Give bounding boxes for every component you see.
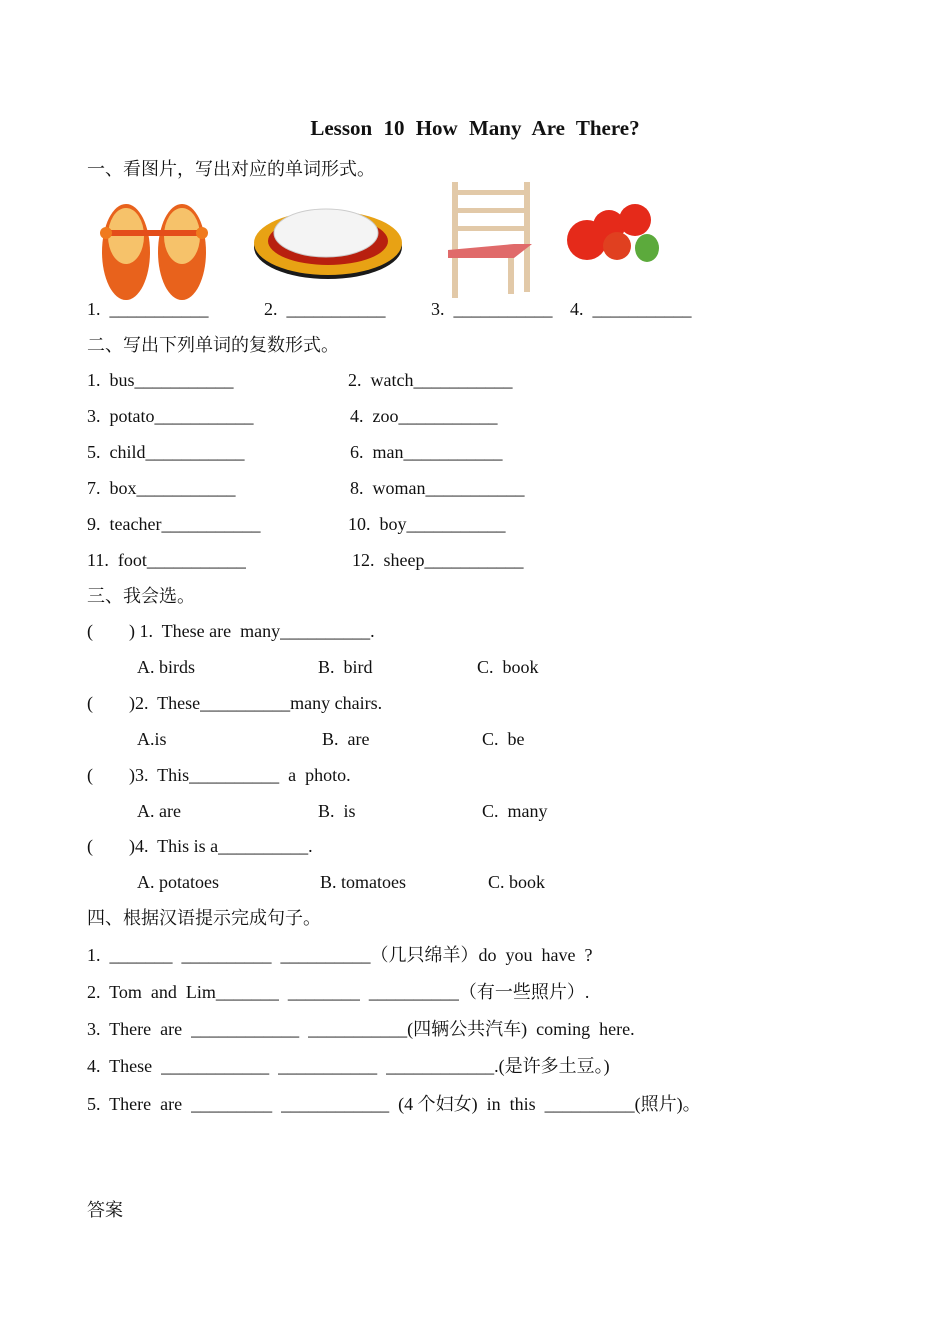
plural-item[interactable]: 6. man___________ bbox=[350, 442, 503, 462]
plural-item[interactable]: 11. foot___________ bbox=[87, 550, 246, 570]
picture-blank-1[interactable]: 1. ___________ bbox=[87, 299, 209, 319]
shoes-image bbox=[98, 190, 212, 302]
option-a: A. potatoes bbox=[137, 872, 219, 892]
option-b: B. tomatoes bbox=[320, 872, 406, 892]
sentence-item[interactable]: 3. There are ____________ ___________(四辆公共汽车) coming here. bbox=[87, 1019, 635, 1039]
section-4-heading: 四、根据汉语提示完成句子。 bbox=[87, 908, 321, 928]
sentence-item[interactable]: 1. _______ __________ __________（几只绵羊）do you have ? bbox=[87, 945, 593, 965]
plural-item[interactable]: 12. sheep___________ bbox=[352, 550, 524, 570]
plural-item[interactable]: 8. woman___________ bbox=[350, 478, 525, 498]
choice-question-1[interactable]: ( ) 1. These are many__________. bbox=[87, 621, 375, 641]
section-2-heading: 二、写出下列单词的复数形式。 bbox=[87, 335, 339, 355]
sentence-item[interactable]: 2. Tom and Lim_______ ________ __________（有一些照片）. bbox=[87, 982, 590, 1002]
plural-item[interactable]: 7. box___________ bbox=[87, 478, 236, 498]
option-a: A. are bbox=[137, 801, 181, 821]
section-3-heading: 三、我会选。 bbox=[87, 586, 195, 606]
picture-blank-2[interactable]: 2. ___________ bbox=[264, 299, 386, 319]
plural-item[interactable]: 1. bus___________ bbox=[87, 370, 234, 390]
option-a: A. birds bbox=[137, 657, 195, 677]
sentence-item[interactable]: 5. There are _________ ____________ (4 个妇女) in this __________(照片)。 bbox=[87, 1094, 701, 1114]
option-b: B. bird bbox=[318, 657, 373, 677]
chair-image bbox=[444, 180, 536, 300]
option-c: C. be bbox=[482, 729, 525, 749]
sentence-item[interactable]: 4. These ____________ ___________ ____________.(是许多土豆。) bbox=[87, 1056, 610, 1076]
option-c: C. many bbox=[482, 801, 548, 821]
option-c: C. book bbox=[477, 657, 539, 677]
answers-heading: 答案 bbox=[87, 1200, 123, 1220]
option-b: B. are bbox=[322, 729, 370, 749]
plural-item[interactable]: 5. child___________ bbox=[87, 442, 245, 462]
page-title: Lesson 10 How Many Are There? bbox=[310, 116, 640, 140]
choice-question-2[interactable]: ( )2. These__________many chairs. bbox=[87, 693, 383, 713]
choice-question-3[interactable]: ( )3. This__________ a photo. bbox=[87, 765, 351, 785]
picture-blank-3[interactable]: 3. ___________ bbox=[431, 299, 553, 319]
plural-item[interactable]: 10. boy___________ bbox=[348, 514, 506, 534]
plural-item[interactable]: 9. teacher___________ bbox=[87, 514, 261, 534]
option-a: A.is bbox=[137, 729, 167, 749]
plural-item[interactable]: 4. zoo___________ bbox=[350, 406, 498, 426]
option-b: B. is bbox=[318, 801, 356, 821]
section-1-heading: 一、看图片，写出对应的单词形式。 bbox=[87, 159, 375, 179]
choice-question-4[interactable]: ( )4. This is a__________. bbox=[87, 836, 313, 856]
tomatoes-image bbox=[565, 200, 663, 268]
plural-item[interactable]: 3. potato___________ bbox=[87, 406, 254, 426]
picture-blank-4[interactable]: 4. ___________ bbox=[570, 299, 692, 319]
plural-item[interactable]: 2. watch___________ bbox=[348, 370, 513, 390]
option-c: C. book bbox=[488, 872, 546, 892]
dumplings-image bbox=[252, 203, 404, 281]
